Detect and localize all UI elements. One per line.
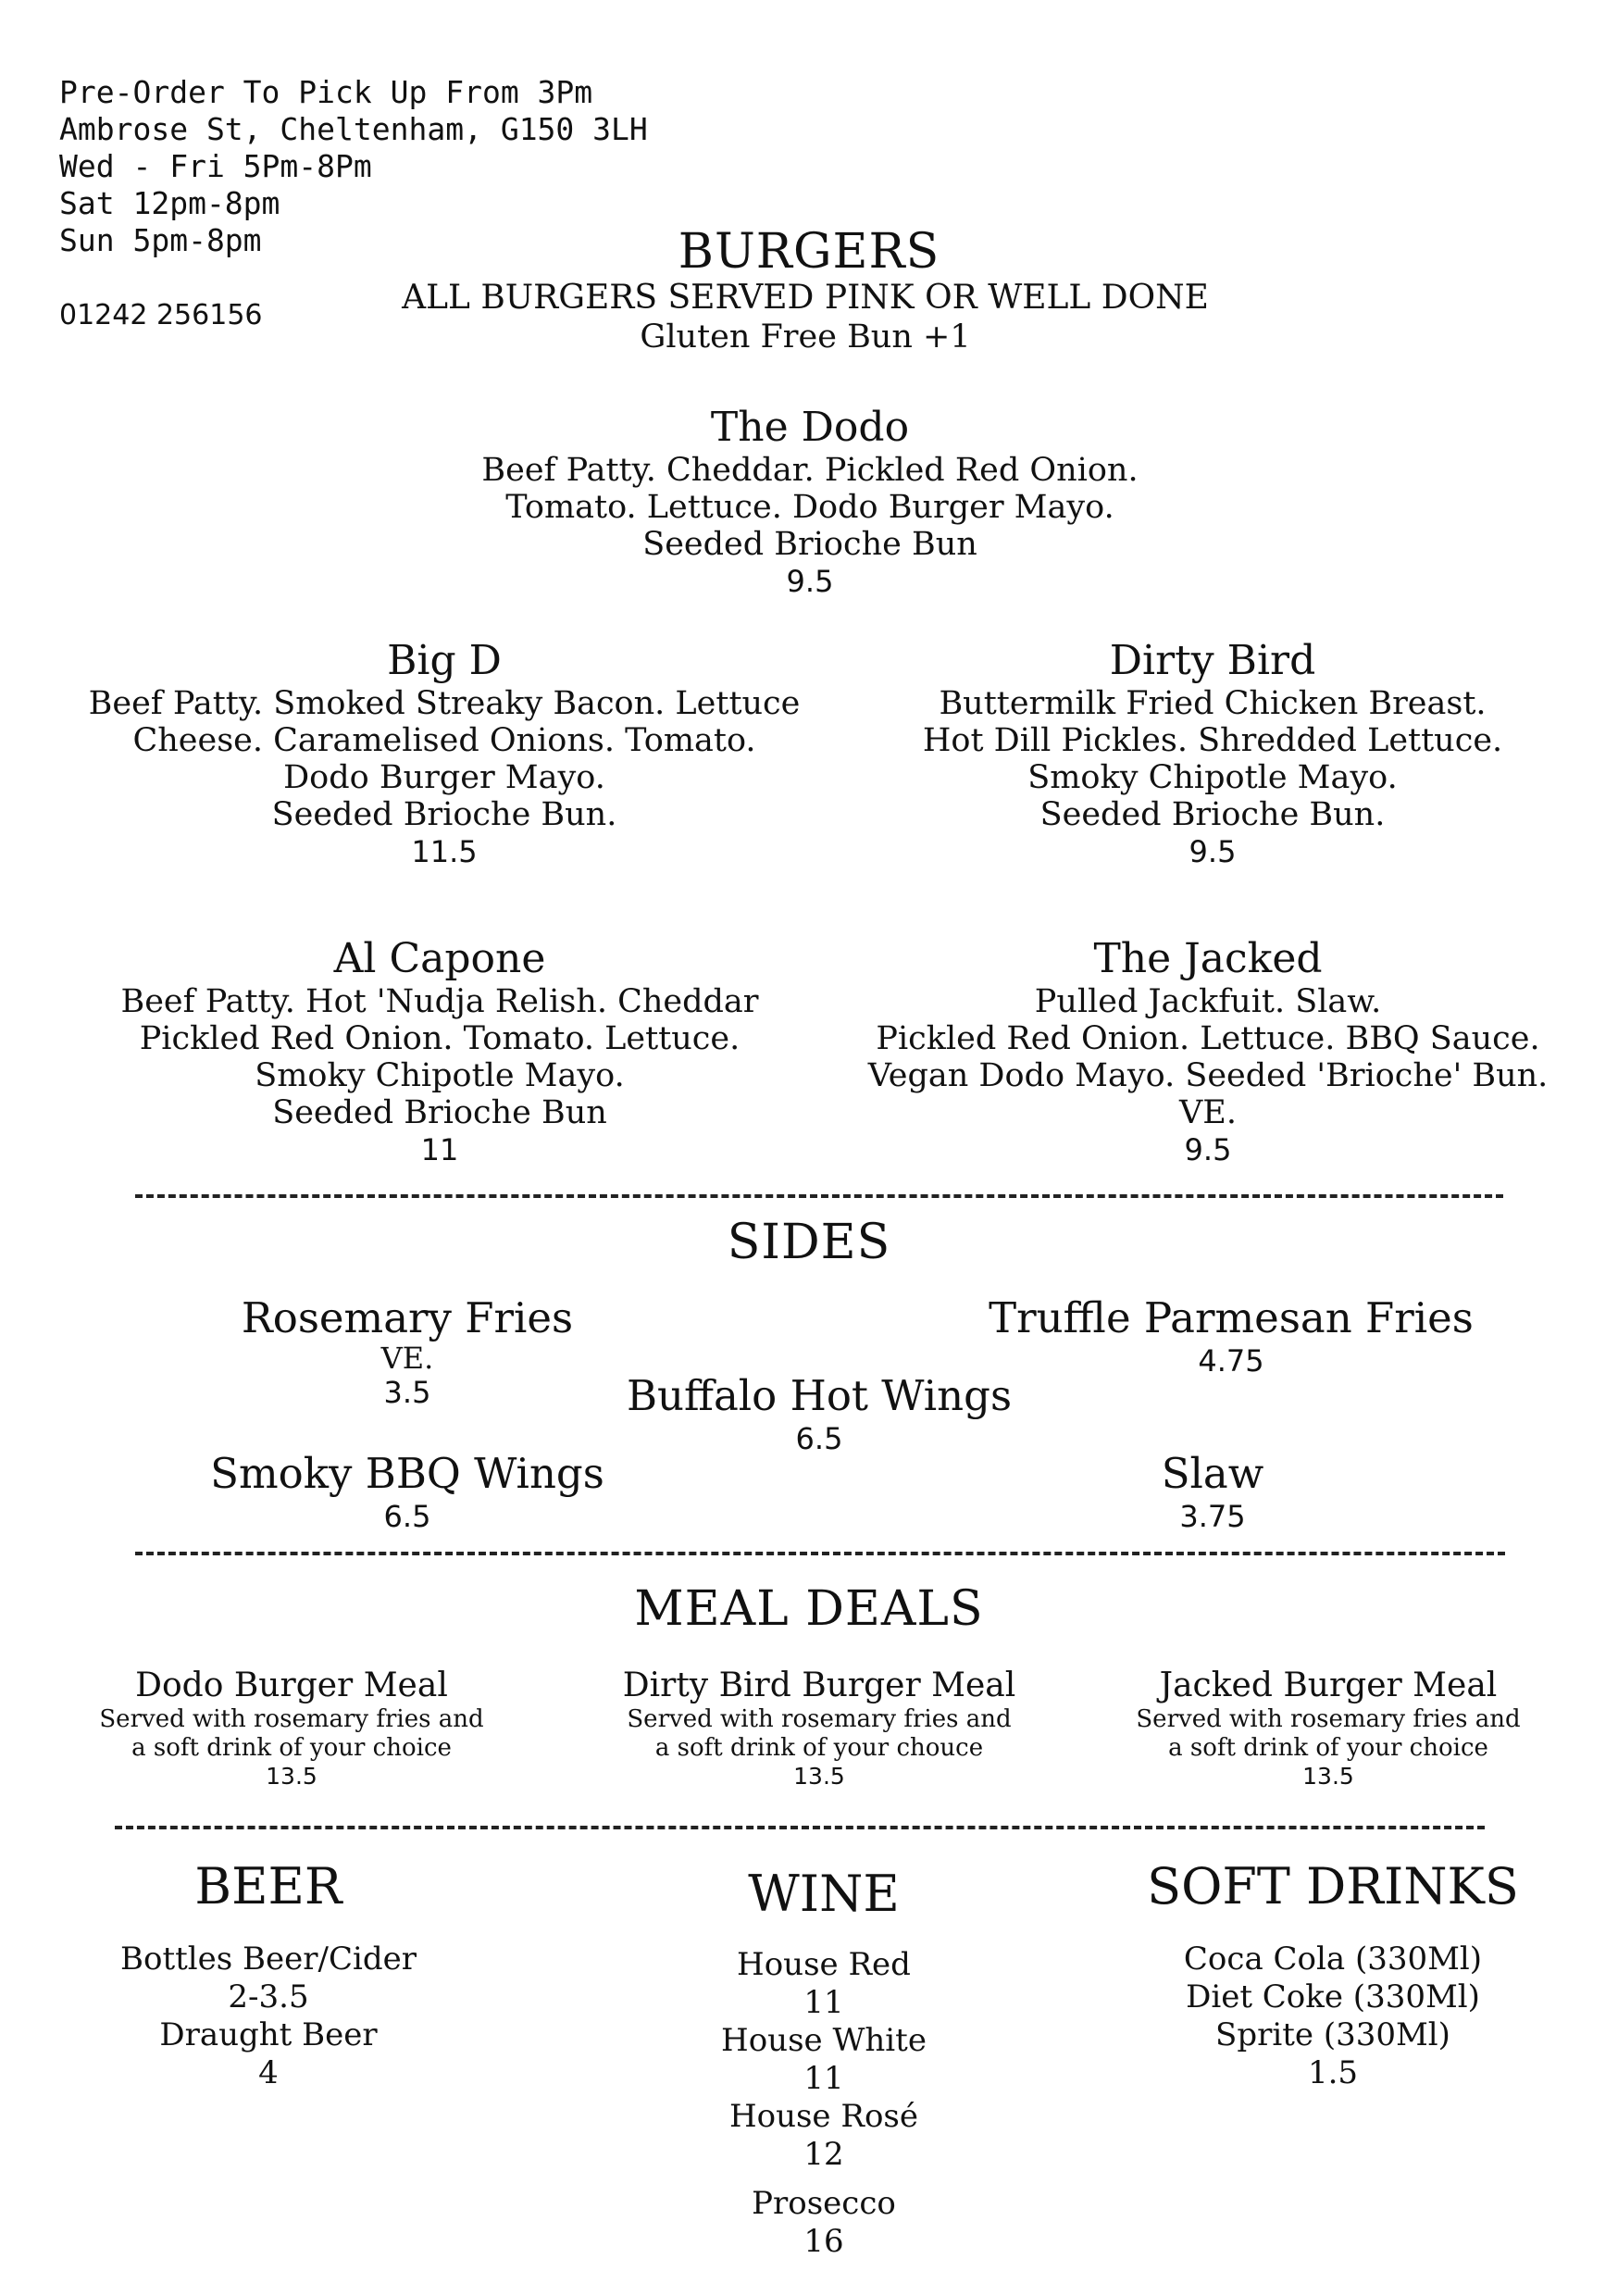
- soft-drinks-title: SOFT DRINKS: [1147, 1857, 1519, 1915]
- side-price: 4.75: [1198, 1343, 1264, 1379]
- burger-item-al-capone: [37, 935, 842, 1168]
- meal-name: Jacked Burger Meal: [1159, 1666, 1498, 1704]
- burger-desc-line: Buttermilk Fried Chicken Breast.: [939, 685, 1487, 722]
- meal-desc-line: Served with rosemary fries and: [1136, 1705, 1521, 1733]
- side-name: Rosemary Fries: [241, 1293, 574, 1342]
- burger-desc-line: VE.: [1179, 1094, 1237, 1131]
- wine-title: WINE: [748, 1865, 900, 1923]
- burger-desc-line: Seeded Brioche Bun: [642, 526, 977, 563]
- burger-item-big-d: [19, 637, 870, 870]
- info-line-sunday-hours: Sun 5pm-8pm: [59, 222, 262, 258]
- burger-desc-line: Tomato. Lettuce. Dodo Burger Mayo.: [505, 489, 1114, 526]
- side-tag: VE.: [380, 1341, 434, 1376]
- burger-price: 11.5: [411, 834, 478, 869]
- meal-item-dodo: [37, 1666, 546, 1791]
- sides-title: SIDES: [727, 1215, 891, 1270]
- burger-desc-line: Seeded Brioche Bun.: [271, 796, 617, 833]
- meal-desc-line: Served with rosemary fries and: [99, 1705, 484, 1733]
- phone-number: 01242 256156: [59, 299, 263, 331]
- side-price: 6.5: [795, 1421, 843, 1456]
- meal-item-dirty-bird: [555, 1666, 1083, 1791]
- burger-desc-line: Pickled Red Onion. Tomato. Lettuce.: [139, 1020, 741, 1057]
- meal-desc-line: a soft drink of your chouce: [654, 1734, 984, 1762]
- burger-desc-line: Seeded Brioche Bun: [272, 1094, 607, 1131]
- meal-price: 13.5: [793, 1763, 845, 1790]
- info-line-preorder: Pre-Order To Pick Up From 3Pm: [59, 74, 593, 110]
- burger-name: Al Capone: [333, 935, 546, 982]
- burger-desc-line: Vegan Dodo Mayo. Seeded 'Brioche' Bun.: [867, 1057, 1549, 1094]
- burger-desc-line: Beef Patty. Smoked Streaky Bacon. Lettuce: [88, 685, 801, 722]
- meal-name: Dodo Burger Meal: [135, 1666, 448, 1704]
- burger-item-dirty-bird: [833, 637, 1592, 870]
- meal-desc-line: a soft drink of your choice: [131, 1734, 452, 1762]
- burger-desc-line: Beef Patty. Cheddar. Pickled Red Onion.: [481, 452, 1139, 489]
- wine-item: House Red: [737, 1946, 911, 1983]
- burger-price: 9.5: [1184, 1132, 1232, 1167]
- wine-price: 11: [803, 1984, 844, 2021]
- burger-item-the-jacked: [815, 935, 1601, 1168]
- meal-name: Dirty Bird Burger Meal: [622, 1666, 1016, 1704]
- burger-desc-line: Smoky Chipotle Mayo.: [255, 1057, 625, 1094]
- burgers-subtitle: ALL BURGERS SERVED PINK OR WELL DONE: [402, 279, 1209, 317]
- side-item-slaw: [1074, 1450, 1351, 1535]
- side-item-smoky-bbq-wings: [167, 1450, 648, 1535]
- info-block: [59, 74, 648, 259]
- wine-item: House White: [721, 2022, 927, 2059]
- section-divider: [135, 1194, 1503, 1198]
- burger-desc-line: Hot Dill Pickles. Shredded Lettuce.: [922, 722, 1503, 759]
- wine-section: [639, 1865, 1009, 2261]
- burger-name: Big D: [387, 637, 502, 684]
- burgers-title: BURGERS: [678, 224, 940, 280]
- wine-price: 16: [803, 2223, 844, 2260]
- burger-name: Dirty Bird: [1109, 637, 1316, 684]
- burger-price: 9.5: [786, 564, 834, 599]
- burger-item-the-dodo: [370, 404, 1250, 600]
- soft-drink-price: 1.5: [1307, 2054, 1359, 2091]
- section-divider: [115, 1826, 1485, 1829]
- meal-desc-line: Served with rosemary fries and: [627, 1705, 1012, 1733]
- side-name: Buffalo Hot Wings: [626, 1371, 1013, 1420]
- soft-drink-item: Diet Coke (330Ml): [1186, 1978, 1480, 2015]
- soft-drink-item: Coca Cola (330Ml): [1183, 1940, 1483, 1978]
- burger-desc-line: Pickled Red Onion. Lettuce. BBQ Sauce.: [876, 1020, 1540, 1057]
- meal-deals-title: MEAL DEALS: [634, 1581, 984, 1637]
- side-price: 3.75: [1179, 1499, 1246, 1534]
- burger-price: 11: [420, 1132, 459, 1167]
- side-name: Truffle Parmesan Fries: [989, 1293, 1474, 1342]
- gluten-free-note: Gluten Free Bun +1: [640, 318, 971, 356]
- wine-price: 12: [803, 2136, 844, 2173]
- wine-price: 11: [803, 2060, 844, 2097]
- wine-item: House Rosé: [728, 2098, 919, 2135]
- wine-item: Prosecco: [752, 2185, 896, 2222]
- beer-item: Bottles Beer/Cider: [120, 1940, 417, 1978]
- meal-price: 13.5: [1302, 1763, 1354, 1790]
- info-line-weekday-hours: Wed - Fri 5Pm-8Pm: [59, 148, 372, 184]
- burger-desc-line: Smoky Chipotle Mayo.: [1027, 759, 1398, 796]
- burger-name: The Jacked: [1093, 935, 1323, 982]
- side-name: Slaw: [1161, 1449, 1264, 1498]
- side-name: Smoky BBQ Wings: [210, 1449, 604, 1498]
- beer-price: 4: [258, 2054, 279, 2091]
- beer-price: 2-3.5: [228, 1978, 309, 2015]
- meal-desc-line: a soft drink of your choice: [1168, 1734, 1488, 1762]
- section-divider: [135, 1552, 1505, 1555]
- burger-desc-line: Beef Patty. Hot 'Nudja Relish. Cheddar: [120, 983, 759, 1020]
- meal-item-jacked: [1074, 1666, 1583, 1791]
- side-price: 6.5: [383, 1499, 431, 1534]
- side-item-buffalo-hot-wings: [555, 1372, 1083, 1457]
- soft-drink-item: Sprite (330Ml): [1215, 2016, 1450, 2053]
- burger-desc-line: Cheese. Caramelised Onions. Tomato.: [132, 722, 756, 759]
- meal-price: 13.5: [266, 1763, 317, 1790]
- soft-drinks-section: [1092, 1857, 1574, 2092]
- burger-price: 9.5: [1189, 834, 1237, 869]
- burger-desc-line: Seeded Brioche Bun.: [1039, 796, 1386, 833]
- info-line-saturday-hours: Sat 12pm-8pm: [59, 185, 280, 221]
- beer-title: BEER: [194, 1857, 342, 1915]
- beer-section: [74, 1857, 463, 2092]
- side-item-truffle-parmesan-fries: [926, 1294, 1537, 1379]
- burger-desc-line: Dodo Burger Mayo.: [283, 759, 605, 796]
- beer-item: Draught Beer: [159, 2016, 378, 2053]
- burger-desc-line: Pulled Jackfuit. Slaw.: [1034, 983, 1382, 1020]
- burger-name: The Dodo: [710, 404, 910, 451]
- info-line-address: Ambrose St, Cheltenham, G150 3LH: [59, 111, 648, 147]
- side-price: 3.5: [383, 1375, 431, 1410]
